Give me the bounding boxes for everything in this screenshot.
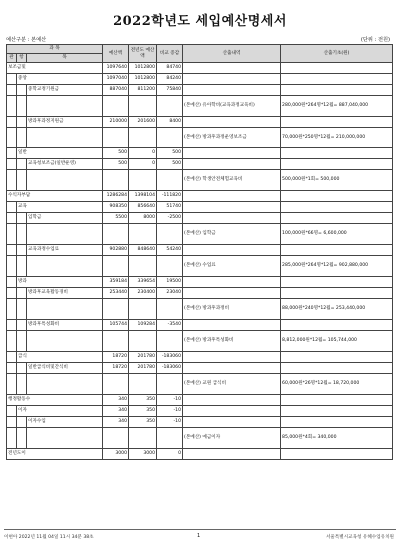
row-detail [183,363,281,374]
row-subject: 방과후특성화비 [27,320,103,331]
row-budget [103,128,129,148]
table-row [7,202,393,213]
row-subject: 전년도이 [7,449,103,460]
row-prev-budget: 201780 [129,352,157,363]
row-detail [183,74,281,85]
row-indent [17,374,27,395]
row-indent [7,363,17,374]
row-basis [281,277,393,288]
row-subject: 행정활동수 [7,395,103,406]
row-prev-budget: 848640 [129,245,157,256]
row-diff [157,331,183,352]
row-subject: 교육청보조금(일반운영) [27,159,103,170]
row-basis [281,74,393,85]
row-indent [7,256,17,277]
row-indent [7,320,17,331]
row-budget: 902880 [103,245,129,256]
row-indent [17,224,27,245]
footer-timestamp: 이현아 2022년 11월 04일 11시 34분 38초 [4,535,94,540]
table-row [7,352,393,363]
row-budget: 340 [103,417,129,428]
row-basis: 8,812,000원*12월= 105,744,000 [281,331,393,352]
row-subject: 수익자부담 [7,191,103,202]
table-row [7,191,393,202]
row-basis: 70,000원*250명*12월= 210,000,000 [281,128,393,148]
row-indent [7,213,17,224]
diff-header: 비교 증감 [157,45,183,63]
mok-header: 목 [27,54,103,63]
row-indent [7,128,17,148]
row-basis: 85,000원*4회= 340,000 [281,428,393,449]
row-indent [7,352,17,363]
row-prev-budget: 8000 [129,213,157,224]
row-indent [17,170,27,191]
row-diff: 84240 [157,74,183,85]
row-diff: 84740 [157,63,183,74]
row-basis [281,406,393,417]
row-subject [27,128,103,148]
row-budget: 500 [103,159,129,170]
row-indent [7,406,17,417]
page-title: 2022학년도 세입예산명세서 [113,14,287,29]
row-budget: 18720 [103,363,129,374]
row-indent [7,374,17,395]
row-diff: -111820 [157,191,183,202]
row-detail: (본예산) 학생안전체험교육비 [183,170,281,191]
row-prev-budget [129,224,157,245]
row-indent [7,245,17,256]
row-budget: 908350 [103,202,129,213]
row-detail [183,213,281,224]
row-basis [281,159,393,170]
row-budget [103,299,129,320]
footer-divider [4,529,396,530]
row-indent [7,202,17,213]
row-subject: 중학교정기원금 [27,85,103,96]
row-detail [183,63,281,74]
page-number: 1 [197,533,201,539]
row-prev-budget [129,96,157,117]
row-indent [7,224,17,245]
row-prev-budget [129,299,157,320]
table-row [7,85,393,96]
budget-type-label: 예산구분 : 본예산 [6,37,47,43]
basis-header: 산출기초(원) [281,45,393,63]
row-indent [7,299,17,320]
row-detail: (본예산) 방과후과정운영보조금 [183,128,281,148]
row-subject [27,331,103,352]
row-detail [183,449,281,460]
row-budget: 340 [103,406,129,417]
header-row-1 [7,45,393,54]
row-indent [7,170,17,191]
row-basis [281,85,393,96]
budget-header: 예산액 [103,45,129,63]
row-indent [17,417,27,428]
row-detail [183,288,281,299]
row-subject: 교육과정수업료 [27,245,103,256]
row-subject: 방과 [17,277,103,288]
row-subject: 입학금 [27,213,103,224]
row-basis [281,117,393,128]
table-row [7,288,393,299]
row-basis [281,202,393,213]
row-prev-budget [129,170,157,191]
row-subject: 보조금및 [7,63,103,74]
row-subject [27,96,103,117]
row-prev-budget [129,128,157,148]
row-prev-budget: 0 [129,148,157,159]
row-budget [103,428,129,449]
row-budget: 105744 [103,320,129,331]
row-basis: 500,000원*1회= 500,000 [281,170,393,191]
row-diff: -10 [157,395,183,406]
row-subject [27,224,103,245]
table-row [7,117,393,128]
row-budget: 1097040 [103,74,129,85]
row-subject: 중앙 [17,74,103,85]
row-indent [17,256,27,277]
row-diff: 75840 [157,85,183,96]
table-row [7,417,393,428]
row-basis [281,288,393,299]
row-prev-budget: 1012800 [129,63,157,74]
table-row [7,256,393,277]
row-detail: (본예산) 방과후특성화비 [183,331,281,352]
row-detail [183,159,281,170]
row-subject: 이자수입 [27,417,103,428]
row-budget: 359184 [103,277,129,288]
gwan-header: 관 [7,54,17,63]
row-prev-budget: 3000 [129,449,157,460]
row-detail: (본예산) 교원 급식비 [183,374,281,395]
row-detail: (본예산) 입학금 [183,224,281,245]
table-row [7,395,393,406]
hang-header: 항 [17,54,27,63]
row-diff [157,428,183,449]
row-prev-budget: 0 [129,159,157,170]
row-basis: 100,000원*66명= 6,600,000 [281,224,393,245]
subject-header: 과 목 [7,45,103,54]
row-budget [103,96,129,117]
row-indent [7,428,17,449]
row-indent [17,363,27,374]
row-indent [17,320,27,331]
row-basis [281,320,393,331]
row-detail [183,352,281,363]
table-row [7,148,393,159]
row-detail: (본예산) 수업료 [183,256,281,277]
row-subject: 일반 [17,148,103,159]
row-detail [183,417,281,428]
row-diff [157,170,183,191]
row-indent [7,277,17,288]
row-prev-budget [129,374,157,395]
row-diff: 500 [157,148,183,159]
row-subject [27,299,103,320]
table-row [7,428,393,449]
row-diff [157,299,183,320]
row-basis [281,148,393,159]
row-subject: 방과후과정지원금 [27,117,103,128]
row-diff: 51740 [157,202,183,213]
row-indent [7,85,17,96]
row-prev-budget: 109284 [129,320,157,331]
prev-header: 전년도 예산액 [129,45,157,63]
row-basis: 285,000원*264명*12월= 902,880,000 [281,256,393,277]
row-detail: (본예산) 예금이자 [183,428,281,449]
row-prev-budget [129,331,157,352]
row-budget: 253440 [103,288,129,299]
row-detail: (본예산) 방과후과정비 [183,299,281,320]
row-diff: 0 [157,449,183,460]
row-diff: 54240 [157,245,183,256]
row-indent [17,159,27,170]
row-detail [183,148,281,159]
table-row [7,96,393,117]
table-row [7,374,393,395]
row-diff: 8400 [157,117,183,128]
row-diff: -183060 [157,352,183,363]
unit-label: (단위 : 전원) [360,37,390,43]
table-row [7,213,393,224]
row-diff: -10 [157,406,183,417]
row-basis: 280,000원*264명*12월= 887,040,000 [281,96,393,117]
table-row [7,224,393,245]
row-detail [183,277,281,288]
row-indent [17,213,27,224]
row-basis [281,245,393,256]
row-subject: 일반급식비및간식비 [27,363,103,374]
row-subject [27,374,103,395]
row-detail [183,191,281,202]
row-prev-budget: 339654 [129,277,157,288]
table-row [7,406,393,417]
budget-table [6,44,393,460]
row-diff [157,128,183,148]
row-indent [7,331,17,352]
row-basis [281,63,393,74]
row-budget [103,224,129,245]
table-row [7,170,393,191]
row-subject: 교육 [17,202,103,213]
row-basis [281,417,393,428]
row-indent [17,299,27,320]
row-diff: -10 [157,417,183,428]
row-detail [183,85,281,96]
row-prev-budget: 856640 [129,202,157,213]
detail-header: 산출내역 [183,45,281,63]
row-indent [17,128,27,148]
table-body [7,63,393,460]
row-basis [281,213,393,224]
table-row [7,299,393,320]
row-budget: 18720 [103,352,129,363]
row-prev-budget: 350 [129,395,157,406]
table-row [7,245,393,256]
row-prev-budget: 1012800 [129,74,157,85]
row-budget [103,170,129,191]
table-row [7,128,393,148]
row-indent [17,117,27,128]
row-subject: 방과후교육활동경비 [27,288,103,299]
row-subject: 이자 [17,406,103,417]
row-indent [17,85,27,96]
row-budget: 1286284 [103,191,129,202]
row-basis [281,363,393,374]
row-budget: 3000 [103,449,129,460]
table-row [7,331,393,352]
row-budget: 1097640 [103,63,129,74]
row-basis: 60,000원*26명*12월= 18,720,000 [281,374,393,395]
row-indent [7,148,17,159]
row-prev-budget: 201600 [129,117,157,128]
row-diff [157,374,183,395]
row-diff [157,224,183,245]
row-budget: 340 [103,395,129,406]
table-row [7,449,393,460]
row-prev-budget: 230400 [129,288,157,299]
row-detail [183,117,281,128]
row-budget: 500 [103,148,129,159]
row-detail [183,245,281,256]
row-indent [17,331,27,352]
row-indent [7,288,17,299]
row-indent [17,428,27,449]
row-prev-budget: 1398104 [129,191,157,202]
row-basis: 88,000원*240명*12월= 253,440,000 [281,299,393,320]
row-detail [183,202,281,213]
row-indent [17,96,27,117]
table-row [7,363,393,374]
row-budget: 210000 [103,117,129,128]
row-detail [183,395,281,406]
row-prev-budget [129,256,157,277]
row-subject [27,428,103,449]
row-budget: 5500 [103,213,129,224]
row-subject: 급식 [17,352,103,363]
row-diff: 500 [157,159,183,170]
row-budget [103,331,129,352]
table-row [7,320,393,331]
row-indent [7,117,17,128]
row-detail [183,406,281,417]
table-row [7,63,393,74]
row-indent [17,288,27,299]
row-diff: -183060 [157,363,183,374]
row-diff: -2500 [157,213,183,224]
row-indent [7,159,17,170]
table-row [7,277,393,288]
row-subject [27,170,103,191]
table-row [7,159,393,170]
row-detail: (본예산) 유아학비(교육과정교육비) [183,96,281,117]
row-subject [27,256,103,277]
row-diff [157,256,183,277]
row-indent [17,245,27,256]
row-basis [281,191,393,202]
row-detail [183,320,281,331]
row-budget [103,256,129,277]
row-indent [7,96,17,117]
row-diff: -3540 [157,320,183,331]
row-prev-budget [129,428,157,449]
footer-institution: 서울특별시교육청 유혜수업유치원 [325,535,394,540]
row-prev-budget: 350 [129,417,157,428]
table-row [7,74,393,85]
row-budget: 887040 [103,85,129,96]
row-basis [281,395,393,406]
row-diff [157,96,183,117]
row-prev-budget: 811200 [129,85,157,96]
row-prev-budget: 201780 [129,363,157,374]
row-diff: 23040 [157,288,183,299]
row-basis [281,449,393,460]
row-basis [281,352,393,363]
row-diff: 19500 [157,277,183,288]
row-budget [103,374,129,395]
row-indent [7,74,17,85]
row-indent [7,417,17,428]
row-prev-budget: 350 [129,406,157,417]
